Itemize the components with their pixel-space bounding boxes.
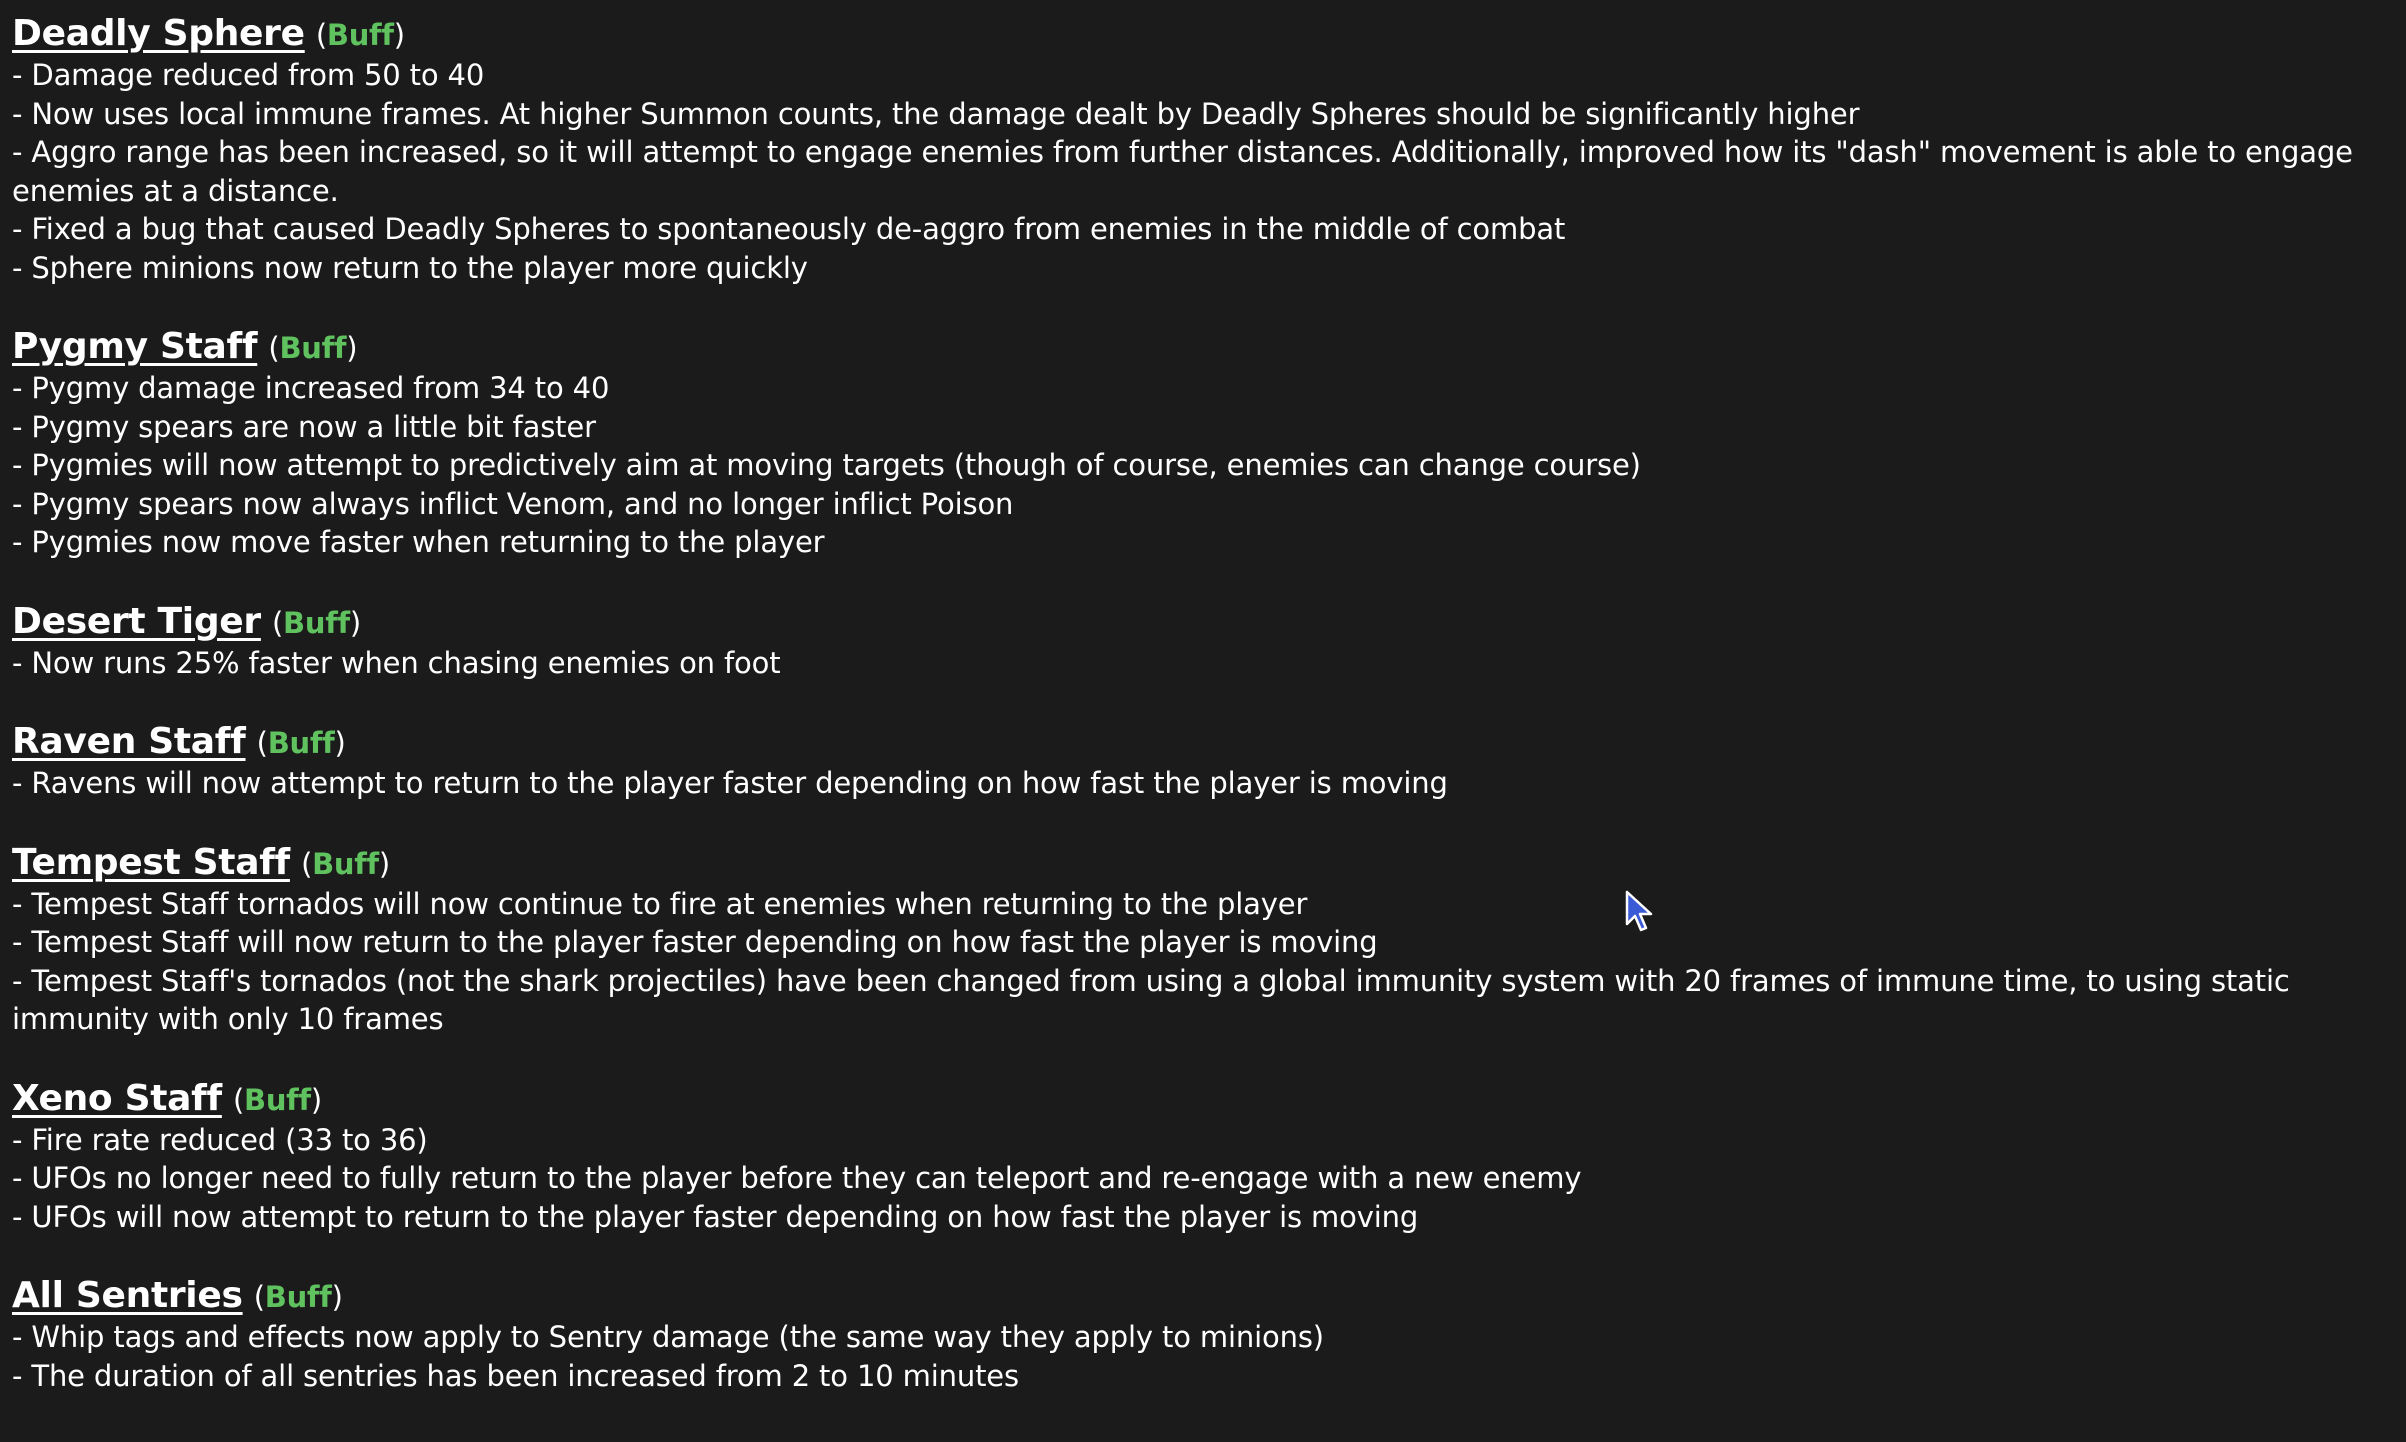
buff-tag: Buff [264,1280,332,1314]
change-line: - Tempest Staff will now return to the player faster depending on how fast the player is moving [12,925,1378,959]
section-heading [12,1274,2402,1318]
buff-tag: Buff [312,846,379,881]
section-tempest-staff [12,841,2402,1039]
tag-open-paren: ( [268,331,280,365]
section-heading [12,1077,2402,1121]
buff-tag: Buff [326,18,394,52]
tag-open-paren: ( [233,1082,245,1117]
section-title-link[interactable]: Tempest Staff [12,841,290,883]
buff-tag: Buff [244,1082,311,1117]
change-line: - Pygmy damage increased from 34 to 40 [12,371,610,405]
change-line: - Ravens will now attempt to return to the player faster depending on how fast the player is moving [12,766,1448,800]
change-line: - Tempest Staff tornados will now continue to fire at enemies when returning to the player [12,886,1308,921]
section-title-link[interactable]: Pygmy Staff [12,326,258,367]
section-heading [12,12,2402,56]
tag-close-paren: ) [310,1082,322,1117]
change-line: - Aggro range has been increased, so it will attempt to engage enemies from further distances. Additionally, improved how its "dash" movement is able to engage enemies at a distance. [12,135,2353,208]
change-line: - Fixed a bug that caused Deadly Spheres to spontaneously de-aggro from enemies in the middle of combat [12,212,1566,246]
change-line: - Now runs 25% faster when chasing enemies on foot [12,645,781,680]
tag-open-paren: ( [315,18,327,52]
section-heading [12,720,2402,764]
section-all-sentries [12,1274,2402,1395]
change-line: - Now uses local immune frames. At higher Summon counts, the damage dealt by Deadly Spheres should be significantly higher [12,96,1860,131]
tag-close-paren: ) [331,1280,343,1314]
tag-close-paren: ) [378,846,390,881]
change-line: - UFOs will now attempt to return to the player faster depending on how fast the player is moving [12,1199,1419,1234]
change-line: - Fire rate reduced (33 to 36) [12,1122,428,1157]
section-pygmy-staff [12,325,2402,562]
tag-close-paren: ) [349,605,361,640]
tag-open-paren: ( [272,605,284,640]
tag-open-paren: ( [301,846,313,881]
change-line: - Damage reduced from 50 to 40 [12,58,485,92]
pointer-arrow-icon [1624,890,1654,934]
change-line: - Pygmies will now attempt to predictively aim at moving targets (though of course, enemies can change course) [12,448,1641,482]
tag-close-paren: ) [334,726,346,760]
buff-tag: Buff [279,331,347,365]
section-raven-staff [12,720,2402,803]
section-title-link[interactable]: Deadly Sphere [12,13,305,54]
change-line: - UFOs no longer need to fully return to the player before they can teleport and re-engage with a new enemy [12,1161,1582,1195]
section-heading [12,841,2402,885]
section-title-link[interactable]: Xeno Staff [12,1077,222,1119]
change-line: - Pygmy spears are now a little bit faster [12,409,596,444]
section-title-link[interactable]: Desert Tiger [12,600,261,642]
change-line: - Sphere minions now return to the player more quickly [12,250,808,285]
section-xeno-staff [12,1077,2402,1237]
change-line: - Tempest Staff's tornados (not the shark projectiles) have been changed from using a global immunity system with 20 frames of immune time, to using static immunity with only 10 frames [12,963,2290,1036]
buff-tag: Buff [267,726,335,760]
tag-open-paren: ( [253,1280,265,1314]
change-line: - The duration of all sentries has been increased from 2 to 10 minutes [12,1358,1019,1393]
section-heading [12,325,2402,369]
section-desert-tiger [12,600,2402,683]
section-title-link[interactable]: Raven Staff [12,721,246,762]
patch-notes-content [12,12,2402,1433]
tag-close-paren: ) [346,331,358,365]
change-line: - Whip tags and effects now apply to Sentry damage (the same way they apply to minions) [12,1320,1324,1354]
section-deadly-sphere [12,12,2402,287]
tag-close-paren: ) [393,18,405,52]
section-title-link[interactable]: All Sentries [12,1275,243,1316]
tag-open-paren: ( [256,726,268,760]
change-line: - Pygmies now move faster when returning to the player [12,525,825,559]
buff-tag: Buff [283,605,350,640]
section-heading [12,600,2402,644]
change-line: - Pygmy spears now always inflict Venom, and no longer inflict Poison [12,486,1014,521]
